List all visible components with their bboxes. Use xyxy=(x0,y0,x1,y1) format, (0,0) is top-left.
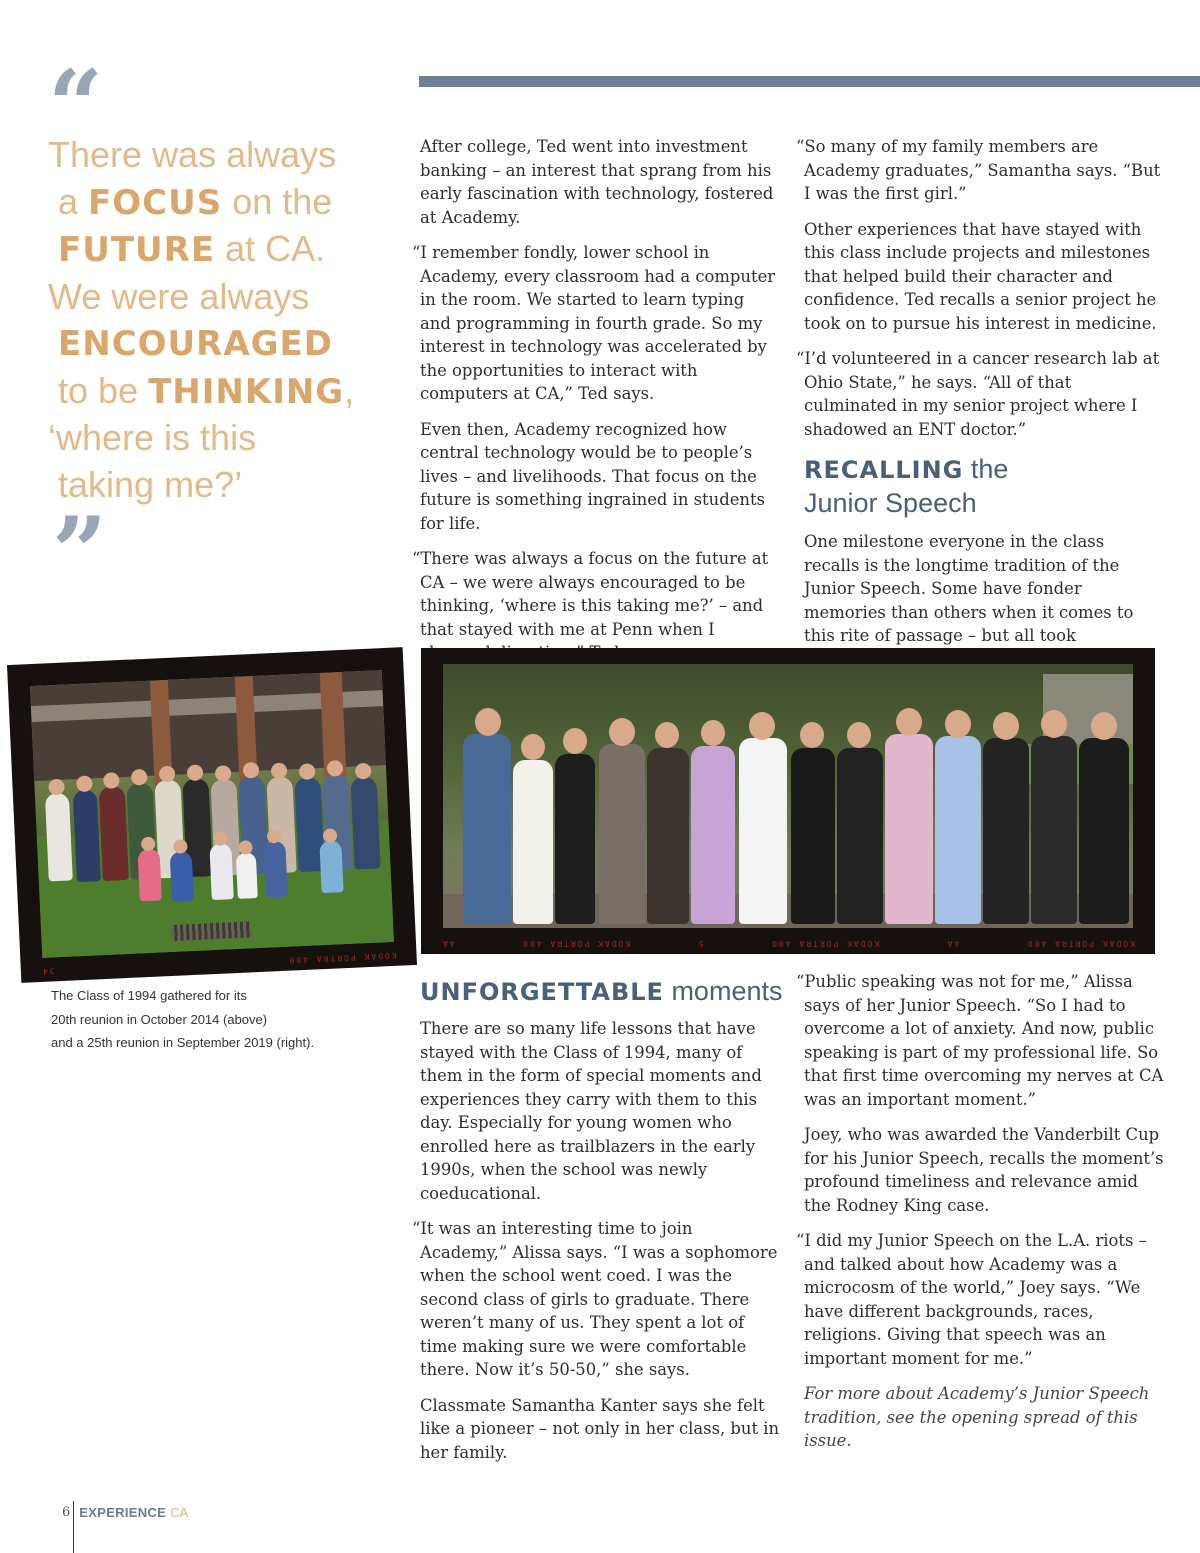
child xyxy=(170,851,194,902)
subhead-unforgettable: UNFORGETTABLE moments xyxy=(420,976,783,1006)
article-column-3 xyxy=(412,1017,780,1476)
pull-quote-line: ENCOURAGED xyxy=(58,324,334,364)
film-edge-text: KODAK PORTRA 400 4A KODAK PORTRA 400 5 KODAK PORTRA 400 4A xyxy=(441,939,1135,948)
person xyxy=(513,760,553,924)
person-head xyxy=(749,712,775,740)
child xyxy=(263,841,288,898)
paragraph: “It was an interesting time to join Academy,” Alissa says. “I was a sophomore when the school went coed. I was the second class of girls to graduate. There weren’t many of us. They spent a lot of time making sure we were comfortable there. Now it’s 50-50,” she says. xyxy=(412,1219,778,1379)
pull-quote xyxy=(48,132,355,508)
person-head xyxy=(993,712,1019,740)
child xyxy=(236,852,258,899)
pull-quote-line: ‘where is this xyxy=(48,417,257,458)
publication-name: EXPERIENCE xyxy=(79,1505,167,1520)
person-head xyxy=(609,718,635,746)
footer-divider xyxy=(73,1501,74,1553)
top-accent-bar xyxy=(419,76,1200,87)
person xyxy=(45,792,73,881)
article-column-4 xyxy=(796,970,1164,1465)
paragraph: “I’d volunteered in a cancer research lab at Ohio State,” he says. “All of that culminated in my senior project where I shadowed an ENT doctor.” xyxy=(796,349,1160,439)
person-head xyxy=(800,722,824,748)
pull-quote-line: to be THINKING, xyxy=(58,369,355,412)
person-head xyxy=(1091,712,1117,740)
child xyxy=(209,843,234,900)
person-head xyxy=(1041,710,1067,738)
photo-caption xyxy=(51,984,371,1055)
person xyxy=(99,786,129,881)
paragraph: After college, Ted went into investment banking – an interest that sprang from his early fascination with technology, fostered at Academy. xyxy=(420,137,774,227)
person xyxy=(885,734,933,924)
person xyxy=(983,738,1029,924)
person-head xyxy=(76,775,93,792)
pull-quote-line: a FOCUS on the xyxy=(58,180,333,223)
person xyxy=(463,734,511,924)
page-number: 6 xyxy=(62,1505,71,1520)
pull-quote-line: There was always xyxy=(48,134,337,175)
article-column-1 xyxy=(412,135,780,677)
paragraph: Even then, Academy recognized how central technology would be to people’s lives – and livelihoods. That focus on the future is something ingrained in students for life. xyxy=(420,419,765,533)
person-head xyxy=(701,720,725,746)
close-quote-mark: ” xyxy=(52,496,108,609)
person xyxy=(1079,738,1129,924)
paragraph: “I did my Junior Speech on the L.A. riots – and talked about how Academy was a microcosm of the world,” Joey says. “We have different backgrounds, races, religions. Giving that speech was an important moment for me.” xyxy=(796,1231,1147,1368)
pull-quote-line: FUTURE at CA. xyxy=(58,228,326,270)
person xyxy=(73,789,101,882)
paragraph: One milestone everyone in the class recalls is the longtime tradition of the Junior Speech. Some have fonder memories than others when it comes to this rite of passage – but all took xyxy=(804,532,1134,645)
person xyxy=(791,748,835,924)
person xyxy=(647,748,689,924)
paragraph: Classmate Samantha Kanter says she felt like a pioneer – not only in her class, but in her family. xyxy=(420,1395,780,1462)
person xyxy=(350,777,380,870)
reunion-photo-2014 xyxy=(7,647,417,983)
pull-quote-line: taking me?’ xyxy=(58,463,243,505)
italic-note: For more about Academy’s Junior Speech tradition, see the opening spread of this issue. xyxy=(804,1384,1150,1450)
photo-scene xyxy=(30,670,394,958)
person xyxy=(555,754,595,924)
person-head xyxy=(475,708,501,736)
person xyxy=(599,744,645,924)
photo-scene xyxy=(443,664,1133,928)
person xyxy=(691,746,735,924)
person-head xyxy=(655,722,679,748)
person xyxy=(837,748,883,924)
person xyxy=(1031,736,1077,924)
publication-accent: CA xyxy=(170,1505,189,1520)
film-edge-text: KODAK PORTRA 400 34 xyxy=(40,950,397,976)
person-head xyxy=(521,734,545,760)
paragraph: “Public speaking was not for me,” Alissa says of her Junior Speech. “So I had to overcome a lot of anxiety. And now, public speaking is part of my professional life. So that first time overcoming my nerves at CA was an important moment.” xyxy=(796,972,1164,1109)
article-column-2 xyxy=(796,135,1164,683)
person-head xyxy=(563,728,587,754)
person-head xyxy=(945,710,971,738)
paragraph: There are so many life lessons that have stayed with the Class of 1994, many of them in the form of special moments and experiences they carry with them to this day. Especially for young women who enrolled here as trailblazers in the early 1990s, when the school was newly coeducational. xyxy=(420,1019,762,1203)
caption-line: and a 25th reunion in September 2019 (right). xyxy=(51,1035,315,1050)
person xyxy=(739,738,787,924)
subhead-recalling: RECALLING the Junior Speech xyxy=(804,454,1009,518)
caption-line: 20th reunion in October 2014 (above) xyxy=(51,1011,268,1027)
paragraph: Joey, who was awarded the Vanderbilt Cup for his Junior Speech, recalls the moment’s profound timeliness and relevance amid the Rodney King case. xyxy=(804,1125,1164,1215)
person-head xyxy=(847,722,871,748)
page-footer xyxy=(62,1503,188,1523)
open-quote-mark: “ xyxy=(48,49,104,162)
paragraph: “I remember fondly, lower school in Academy, every classroom had a computer in the room. We started to learn typing and programming in fourth grade. So my interest in technology was accelerated by the opportunities to interact with computers at CA,” Ted says. xyxy=(412,243,776,403)
caption-line: The Class of 1994 gathered for its xyxy=(51,988,247,1003)
paragraph: “So many of my family members are Academy graduates,” Samantha says. “But I was the first girl.” xyxy=(796,137,1161,203)
person-head xyxy=(48,779,65,796)
child xyxy=(137,848,161,901)
pull-quote-line: We were always xyxy=(48,275,310,317)
person-head xyxy=(896,708,922,736)
paragraph: “There was always a focus on the future at CA – we were always encouraged to be thinking, ‘where is this taking me?’ – and that stayed with me at Penn when I xyxy=(412,549,769,639)
person xyxy=(935,736,981,924)
child xyxy=(319,840,343,893)
reunion-photo-2019 xyxy=(421,648,1155,954)
paragraph: Other experiences that have stayed with this class include projects and milestones that helped build their character and confidence. Ted recalls a senior project he took on to pursue his interest in medicine. xyxy=(804,219,1157,333)
